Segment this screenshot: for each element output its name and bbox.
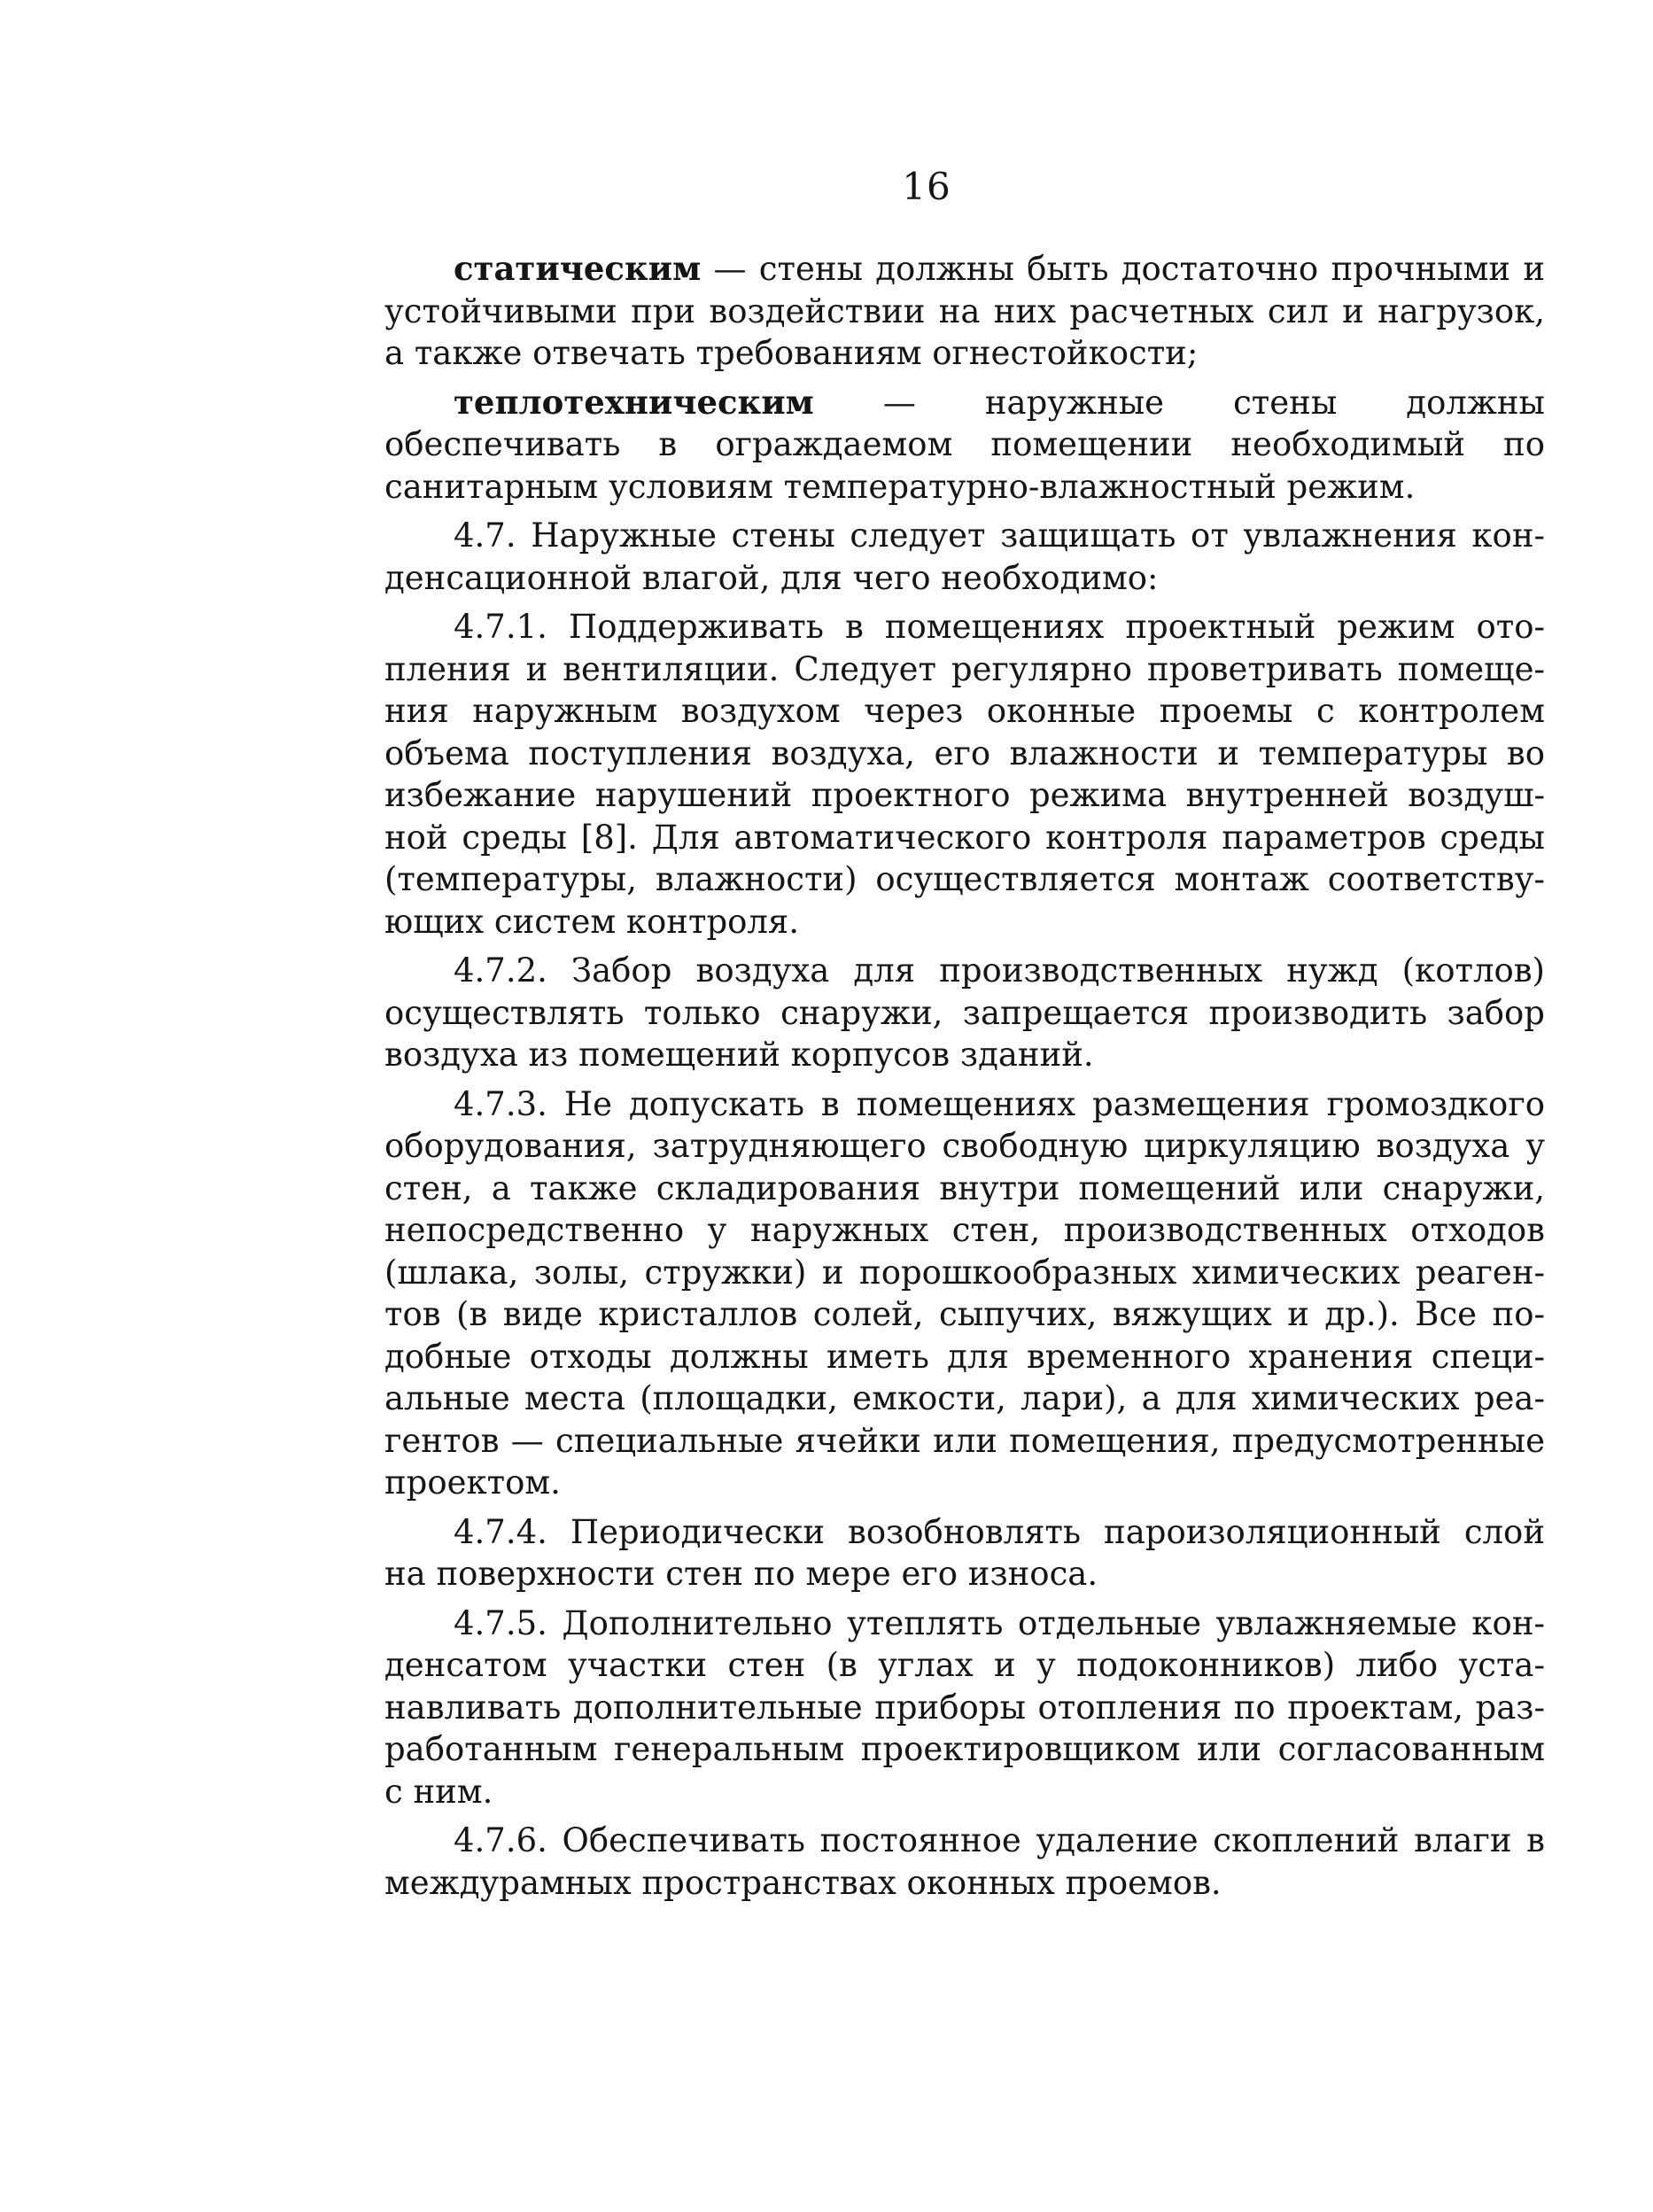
paragraph-4-7: 4.7. Наружные стены следует защищать от увлажнения конденсационной влагой, для чего необходимо:: [384, 516, 1545, 597]
paragraph-thermal: [384, 382, 1545, 508]
page-number: 16: [902, 165, 951, 208]
term-static: статическим: [454, 249, 702, 288]
paragraph-4-7-5: 4.7.5. Дополнительно утеплять отдельные увлажняемые конденсатом участки стен (в углах и у подоконников) либо устанавливать дополнительные приборы отопления по проектам, разработанным генеральным проектировщиком или согласованным с ним.: [384, 1603, 1545, 1811]
paragraph-4-7-4: 4.7.4. Периодически возобновлять пароизоляционный слой на поверхности стен по мере его износа.: [384, 1512, 1545, 1593]
paragraph-4-7-1: 4.7.1. Поддерживать в помещениях проектный режим отопления и вентиляции. Следует регулярно проветривать помещения наружным воздухом через оконные проемы с контролем объема поступления воздуха, его влажности и температуры во избежание нарушений проектного режима внутренней воздушной среды [8]. Для автоматического контроля параметров среды (температуры, влажности) осуществляется монтаж соответствующих систем контроля.: [384, 608, 1545, 941]
term-thermal: теплотехническим: [454, 382, 814, 422]
paragraph-4-7-2: 4.7.2. Забор воздуха для производственных нужд (котлов) осуществлять только снаружи, запрещается производить забор воздуха из помещений корпусов зданий.: [384, 951, 1545, 1074]
paragraph-4-7-6: 4.7.6. Обеспечивать постоянное удаление скоплений влаги в междурамных пространствах оконных проемов.: [384, 1821, 1545, 1902]
paragraph-4-7-3: 4.7.3. Не допускать в помещениях размещения громоздкого оборудования, затрудняющего свободную циркуляцию воздуха у стен, а также складирования внутри помещений или снаружи, непосредственно у наружных стен, производственных отходов (шлака, золы, стружки) и порошкообразных химических реагентов (в виде кристаллов солей, сыпучих, вяжущих и др.). Все подобные отходы должны иметь для временного хранения специальные места (площадки, емкости, лари), а для химических реагентов — специальные ячейки или помещения, предусмотренные проектом.: [384, 1084, 1545, 1502]
paragraph-text: — стены должны быть достаточно прочными и устойчивыми при воздействии на них расчетных сил и нагрузок, а также отвечать требованиям огнестойкости;: [384, 250, 1545, 372]
paragraph-static: [384, 248, 1545, 375]
document-body: [384, 248, 1545, 1911]
paragraph-text: — наружные стены должны обеспечивать в ограждаемом помещении необходимый по санитарным условиям температурно-влажностный режим.: [384, 383, 1545, 506]
